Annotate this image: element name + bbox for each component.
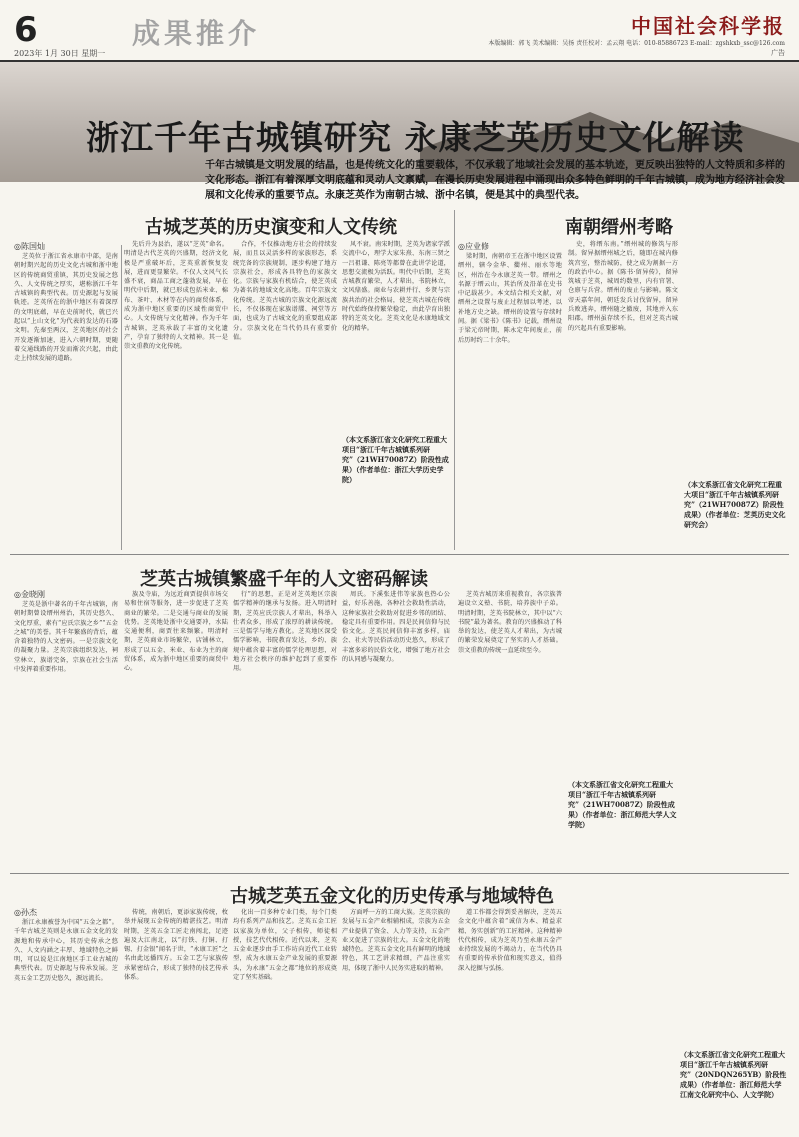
banner-lead: 千年古城镇是文明发展的结晶，也是传统文化的重要载体，不仅承载了地域社会发展的基本轨迹，更反映出独特的人文特质和多样的文化形态。浙江有着深厚文明底蕴和灵动人文禀赋，在漫长历史发展进程中涌现出众多特色鲜明的千年古城镇，成为地方经济社会发展和文化传承的重要节点。永康芝英作为南朝古城、浙中名镇，便是其中的典型代表。 [205, 160, 785, 201]
section1-col3: 合作，不仅推动地方社会的持续发展，而且以灵活多样的家族形态，系统完备的宗族规制，逐步构建了地方宗族社会，形成各具特色的家族文化。宗族与家族有机结合，使芝英成为著名的地域文化高地。百年宗族文化传统。芝英古城的宗族文化源远流长，不仅体现在家族谱牒、祠堂等方面，也成为了古城文化的重要组成部分。宗族文化在当代仍具有重要价值。 [233, 241, 337, 341]
section2-title: 芝英古城镇繁盛千年的人文密码解读 [140, 569, 428, 590]
section2-fund-note: （本文系浙江省文化研究工程重大项目“浙江千年古城镇系列研究”（21WH70087Z）阶段性成果）（作者单位：浙江师范大学人文学院） [568, 780, 677, 829]
publication-date: 2023年 1月 30日 星期一 [14, 49, 106, 58]
section3-col1: 浙江永康被誉为中国“五金之都”。千年古城芝英则是永康五金文化的发源地和传承中心，其历史传承之悠久、人文内涵之丰厚、地域特色之鲜明，可以说是江南地区手工业古城的典型代表。历史源起与传承发展。芝英五金工艺历史悠久，源远流长。 [14, 919, 118, 982]
section-rule [10, 873, 789, 874]
section1-col5: 梁时期，南朝帝王在浙中地区设置缙州，辖今金华、衢州、丽水等地区，州治在今永康芝英一带。缙州之名源于缙云山，其治所及沿革在史书中记载甚少。本文结合相关文献，对缙州之设置与废止过程加以考述，以补地方史之缺。缙州的设置与存续时间。据《梁书》《陈书》记载，缙州设于梁元帝时期，陈永定年间废止，前后历时约二十余年。 [458, 253, 562, 344]
section2-author: ◎金晓刚 [14, 590, 45, 599]
section1-fund-note2: （本文系浙江省文化研究工程重大项目“浙江千年古城镇系列研究”（21WH70087Z）阶段性成果）（作者单位：芝英历史文化研究会） [684, 480, 786, 529]
section3-col5: 道工作都会得到妥善解决，芝英五金文化中蕴含着“诚信为本、精益求精、务实创新”的工匠精神。这种精神代代相传，成为芝英乃至永康五金产业持续发展的不竭动力，在当代仍具有重要的传承价值和现实意义，值得深入挖掘与弘扬。 [458, 909, 562, 972]
section-heading: 成果推介 [132, 17, 261, 50]
section1-author: ◎陈国灿 [14, 242, 45, 251]
section1-col2: 先后升为县治，遂以“芝英”命名。明清是古代芝英的兴盛期，经济文化极是严重破坏后，芝英重新恢复发展，进而更显繁荣。不仅人文风气长盛不衰，商品工商之蓬勃发展，早在明代中后期，就已形成包括米业、棉布、茶叶、木材等在内的商贸体系，成为浙中地区重要的区域性商贸中心。人文传统与文化精神。作为千年古城镇，芝英承载了丰富的文化遗产，孕育了独特的人文精神。其一是崇文重教的文化传统。 [124, 241, 228, 351]
banner-title: 浙江千年古城镇研究 永康芝英历史文化解读 [86, 118, 745, 157]
newspaper-logo: 中国社会科学报 [631, 14, 785, 38]
section2-col5: 芝英古城历来重视教育，各宗族普遍设立义塾、书院，培养族中子弟。明清时期，芝英书院林立，其中以“六书院”最为著名。教育的兴盛推动了科举的发达，使芝英人才辈出，为古城的繁荣发展奠定了坚实的人才基础。崇文重教的传统一直延续至今。 [458, 591, 562, 654]
section2-col3: 行”的思想，正是对芝英地区宗族儒学精神的继承与发扬。进入明清时期，芝英应氏宗族人才辈出，科举入仕者众多，形成了浓厚的耕读传统。三是儒学与地方教化。芝英地区深受儒学影响，书院教育发达，乡约、族规中蕴含着丰富的儒学伦理思想，对地方社会秩序的维护起到了重要作用。 [233, 591, 337, 673]
section-rule [10, 554, 789, 555]
section3-col2: 传统，南朝后，更添家族传统，枚举并展现五金传统的精湛技艺。明清时期，芝英五金工匠走南闯北，足迹遍及大江南北，以“打铁、打铜、打锡、打金银”闻名于世，“永康工匠”之名由此远播四方。五金工艺与家族传承紧密结合，形成了独特的技艺传承体系。 [124, 909, 228, 982]
section1-col1: 芝英位于浙江省永康市中部，是南朝时期兴起的历史文化古城和浙中地区的传统商贸重镇，其历史发展之悠久、人文传统之厚实，堪称浙江千年古城镇的典型代表。历史源起与发展轨迹。芝英所在的浙中地区有着深厚的文明底蕴，早在史前时代，就已兴起以“上山文化”为代表的发达的石器文明。先秦至两汉，芝英地区的社会开发逐渐加速，进入六朝时期，更随着交通线路的开发而渐次兴起，由此走上持续发展的道路。 [14, 253, 118, 363]
section3-author: ◎孙杰 [14, 908, 37, 917]
section1-col6: 史，将缙东南。”缙州城的修筑与形制。留异据缙州城之后，随即在城内修筑宫室，整治城防，使之成为割据一方的政治中心。据《陈书·留异传》，留异筑城于芝英，城周约数里，内有官署、仓廪与兵营。缙州的废止与影响。陈文帝天嘉年间，朝廷发兵讨伐留异，留异兵败逃奔，缙州随之撤废，其地并入东阳郡。缙州虽存续不长，但对芝英古城的兴起具有重要影响。 [568, 241, 678, 332]
section3-fund-note: （本文系浙江省文化研究工程重大项目“浙江千年古城镇系列研究”（20NDQN265YB）阶段性成果）（作者单位：浙江师范大学江南文化研究中心、人文学院） [680, 1050, 787, 1099]
section1-title: 古城芝英的历史演变和人文传统 [145, 217, 397, 238]
section1-fund-note: （本文系浙江省文化研究工程重大项目“浙江千年古城镇系列研究”（21WH70087Z）阶段性成果）（作者单位：浙江大学历史学院） [342, 435, 449, 484]
column-divider [121, 245, 122, 550]
ad-label: 广告 [771, 49, 785, 57]
subhead-author: ◎应业修 [458, 242, 489, 251]
section2-col4: 周氏。下溪张进伟等家族也热心公益，好乐善施，各种社会救助性活动，这种家族社会救助对促进乡邻的团结、稳定具有重要作用。四是民间信仰与民俗文化。芝英民间信仰丰富多样，庙会、社火等民俗活动历史悠久，形成了丰富多彩的民俗文化，增强了地方社会的认同感与凝聚力。 [342, 591, 450, 664]
column-divider [454, 210, 455, 550]
section3-col4: 方面呼一方的工商大族。芝英宗族的发展与五金产业相辅相成，宗族为五金产业提供了资金、人力等支持，五金产业又促进了宗族的壮大。五金文化的地域特色。芝英五金文化具有鲜明的地域特色，其工艺讲求精细，产品注重实用，体现了浙中人民务实进取的精神。 [342, 909, 450, 972]
section1-col4: 风不衰。南宋时期，芝英为诸家学派交流中心，理学大家朱熹、东南三贤之一吕祖谦、陈亮等都曾在此讲学论道，思想交流极为活跃。明代中后期，芝英古城教育繁荣，人才辈出，书院林立，文风鼎盛。商业与农耕并行、乡贤与宗族共治的社会格局，使芝英古城在传统时代始终保持繁荣稳定，由此孕育出独特的芝英文化。芝英文化是永康地域文化的精华。 [342, 241, 450, 332]
subhead-title: 南朝缙州考略 [565, 217, 673, 238]
editor-credits: 本版编辑：郭飞 美术编辑：吴扬 责任校对：孟云翔 电话：010-85886723 E-mail：zgshkxb_ssc@126.com [488, 40, 785, 47]
page-number: 6 [14, 10, 38, 50]
section3-col3: 化出一百多种专业门类，每个门类均有系列产品和技艺。芝英五金工匠以家族为单位，父子相传，师徒相授，技艺代代相传。近代以来，芝英五金业逐步由手工作坊向近代工业转型，成为永康五金产业发展的重要源头，为永康“五金之都”地位的形成奠定了坚实基础。 [233, 909, 337, 982]
section2-col2: 族及寺庙，为远近商贾提供市场交易和住宿等服务，进一步促进了芝英商业的繁荣。二是交通与商业的发展优势。芝英地处浙中交通要冲，水陆交通便利，商贾往来频繁。明清时期，芝英商业市场繁荣，店铺林立，形成了以五金、米业、布业为主的商贸体系，成为浙中地区重要的商贸中心。 [124, 591, 228, 673]
section3-title: 古城芝英五金文化的历史传承与地域特色 [230, 886, 554, 907]
section2-col1: 芝英是浙中著名的千年古城镇，南朝时期曾设缙州州治，其历史悠久、文化厚重，素有“应氏宗族之乡”“五金之城”的美誉。其千年繁盛的背后，蕴含着独特的人文密码。一是宗族文化的凝聚力量。芝英宗族组织发达，祠堂林立，族谱完备，宗族在社会生活中发挥着重要作用。 [14, 601, 118, 674]
